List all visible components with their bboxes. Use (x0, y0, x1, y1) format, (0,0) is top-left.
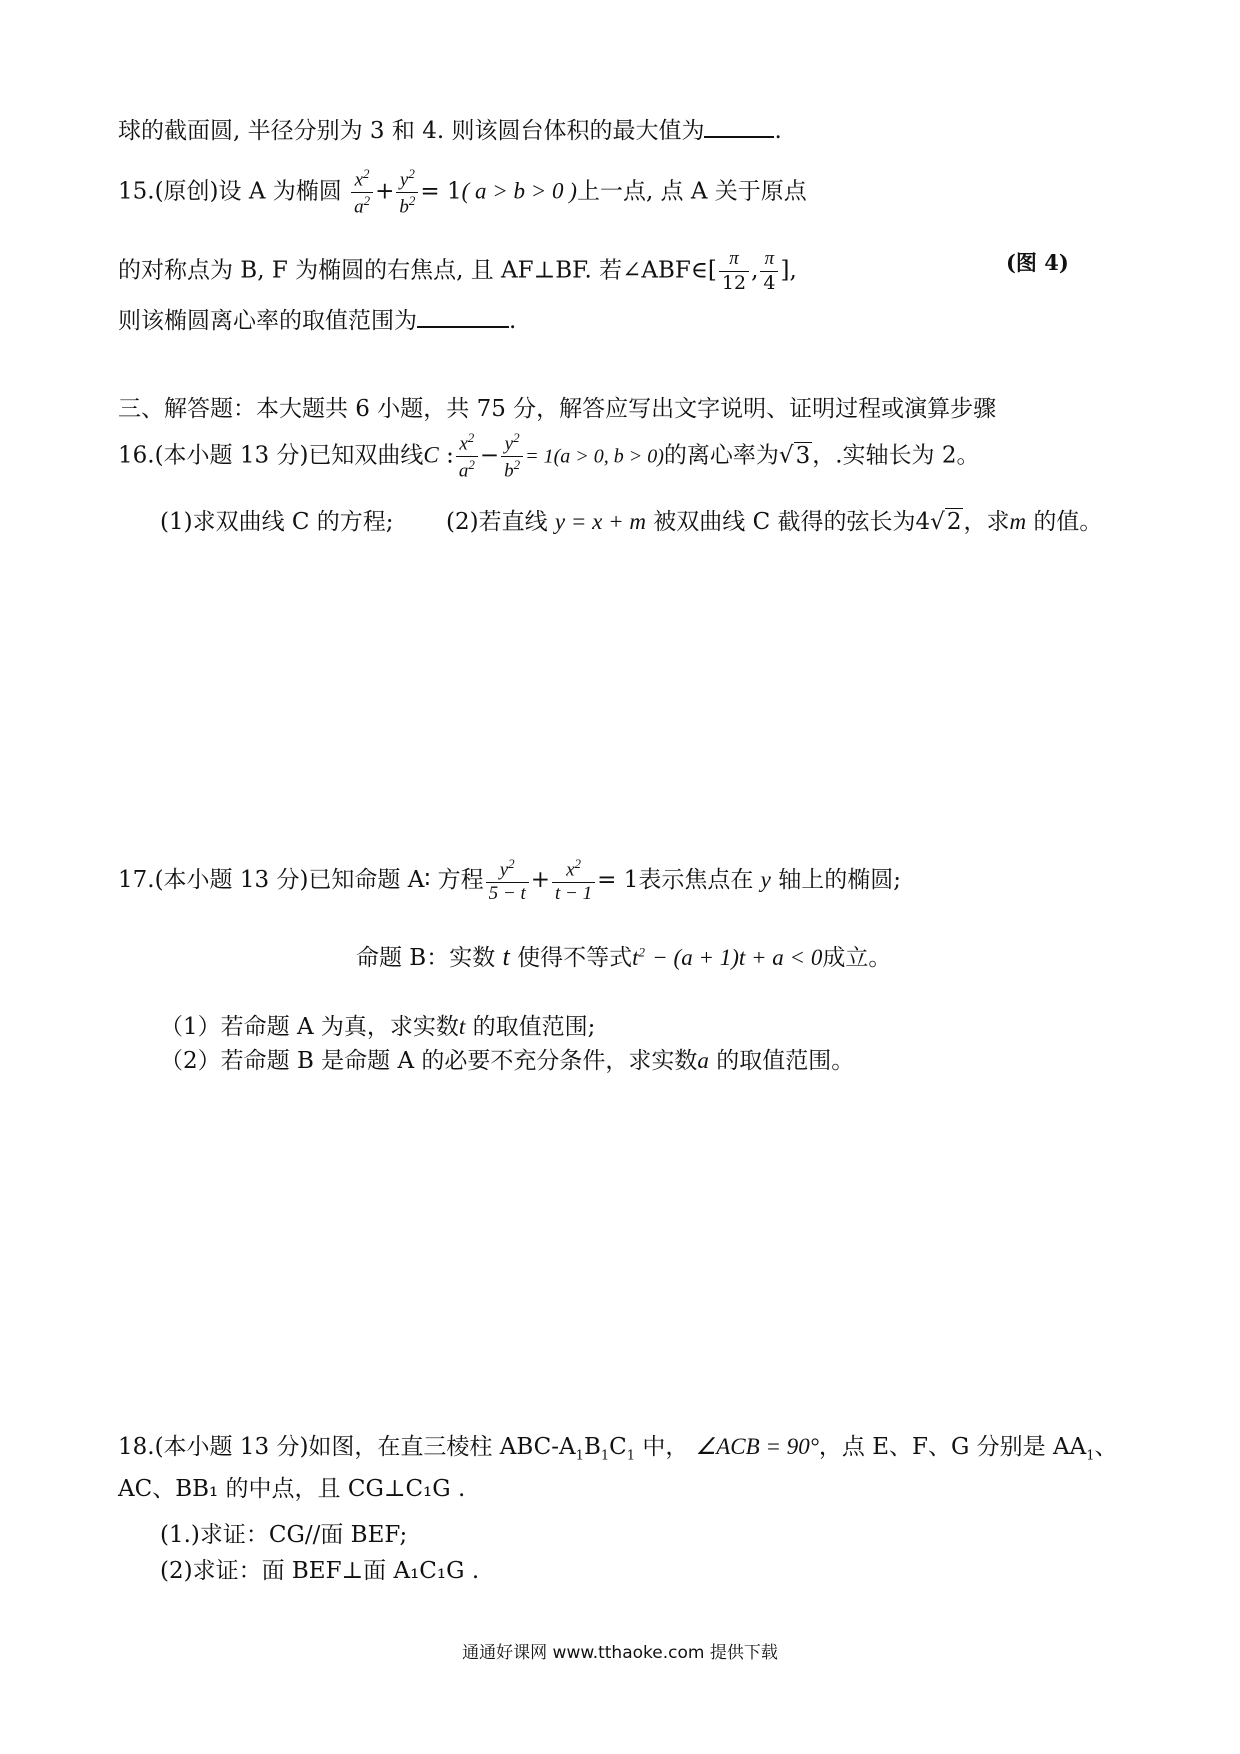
fraction-x2-t-1: $\frac{x^2}{t - 1}$ (552, 856, 595, 906)
problem-18-question-1: (1.)求证：CG//面 BEF; (160, 1522, 408, 1548)
fraction-pi-4: $\frac{\pi}{4}$ (760, 248, 778, 295)
fraction-x2-a2: $\frac{x^2}{a^2}$ (456, 430, 478, 483)
problem-17-question-1: （1）若命题 A 为真，求实数t 的取值范围; (160, 1014, 596, 1040)
fraction-pi-12: $\frac{\pi}{12}$ (719, 248, 749, 295)
section-3-heading: 三、解答题：本大题共 6 小题，共 75 分，解答应写出文字说明、证明过程或演算步骤 (118, 396, 997, 422)
fraction-y2-b2: $\frac{y^2}{b^2}$ (501, 430, 523, 483)
problem-18-line-1: 18.(本小题 13 分)如图，在直三棱柱 ABC-$A_1B_1C_1$ 中， ∠ACB = 90°，点 E、F、G 分别是 $AA_1$、 (118, 1434, 1118, 1464)
fraction-y2-5-t: $\frac{y^2}{5 - t}$ (486, 856, 529, 906)
problem-15-line-1: 15.(原创)设 A 为椭圆 $\frac{x^2}{a^2}$ + $\frac{y^2}{b^2}$ = 1( a > b > 0 )上一点, 点 A 关于原点 (118, 166, 807, 218)
answer-blank (417, 308, 509, 328)
figure-4-label: (图 4) (1006, 250, 1069, 275)
problem-14-end: 球的截面圆, 半径分别为 3 和 4. 则该圆台体积的最大值为 . (118, 118, 782, 144)
problem-17-question-2: （2）若命题 B 是命题 A 的必要不充分条件，求实数a 的取值范围。 (160, 1048, 855, 1074)
problem-17-proposition-b: 命题 B：实数 t 使得不等式$t^2 - (a + 1)t + a < 0$成立。 (356, 942, 892, 971)
problem-18-question-2: (2)求证：面 BEF⊥面 A₁C₁G . (160, 1558, 480, 1584)
fraction-y2-b2: $\frac{y^2}{b^2}$ (396, 166, 418, 219)
page-footer: 通通好课网 www.tthaoke.com 提供下载 (462, 1643, 778, 1663)
problem-15-line-2: 的对称点为 B, F 为椭圆的右焦点, 且 AF⊥BF. 若∠ABF∈[ $\frac{\pi}{12}$ , $\frac{\pi}{4}$ ], (118, 248, 797, 294)
problem-16-question-2: (2)若直线 y = x + m 被双曲线 C 截得的弦长为4√2，求m 的值。 (446, 509, 1103, 535)
problem-17-line-1: 17.(本小题 13 分)已知命题 A∶ 方程 $\frac{y^2}{5 - t}$ + $\frac{x^2}{t - 1}$ = 1表示焦点在 y 轴上的椭圆; (118, 856, 901, 905)
problem-18-line-2: AC、BB₁ 的中点，且 CG⊥C₁G . (118, 1476, 466, 1502)
problem-16-line-1: 16.(本小题 13 分)已知双曲线C : $\frac{x^2}{a^2}$ − $\frac{y^2}{b^2}$ = 1(a > 0, b > 0)的离心率为√3，.实轴长为 2。 (118, 430, 980, 482)
fraction-x2-a2: $\frac{x^2}{a^2}$ (351, 166, 373, 219)
problem-16-question-1: (1)求双曲线 C 的方程; (160, 509, 394, 535)
problem-15-line-3: 则该椭圆离心率的取值范围为 . (118, 308, 517, 334)
answer-blank (704, 118, 774, 138)
